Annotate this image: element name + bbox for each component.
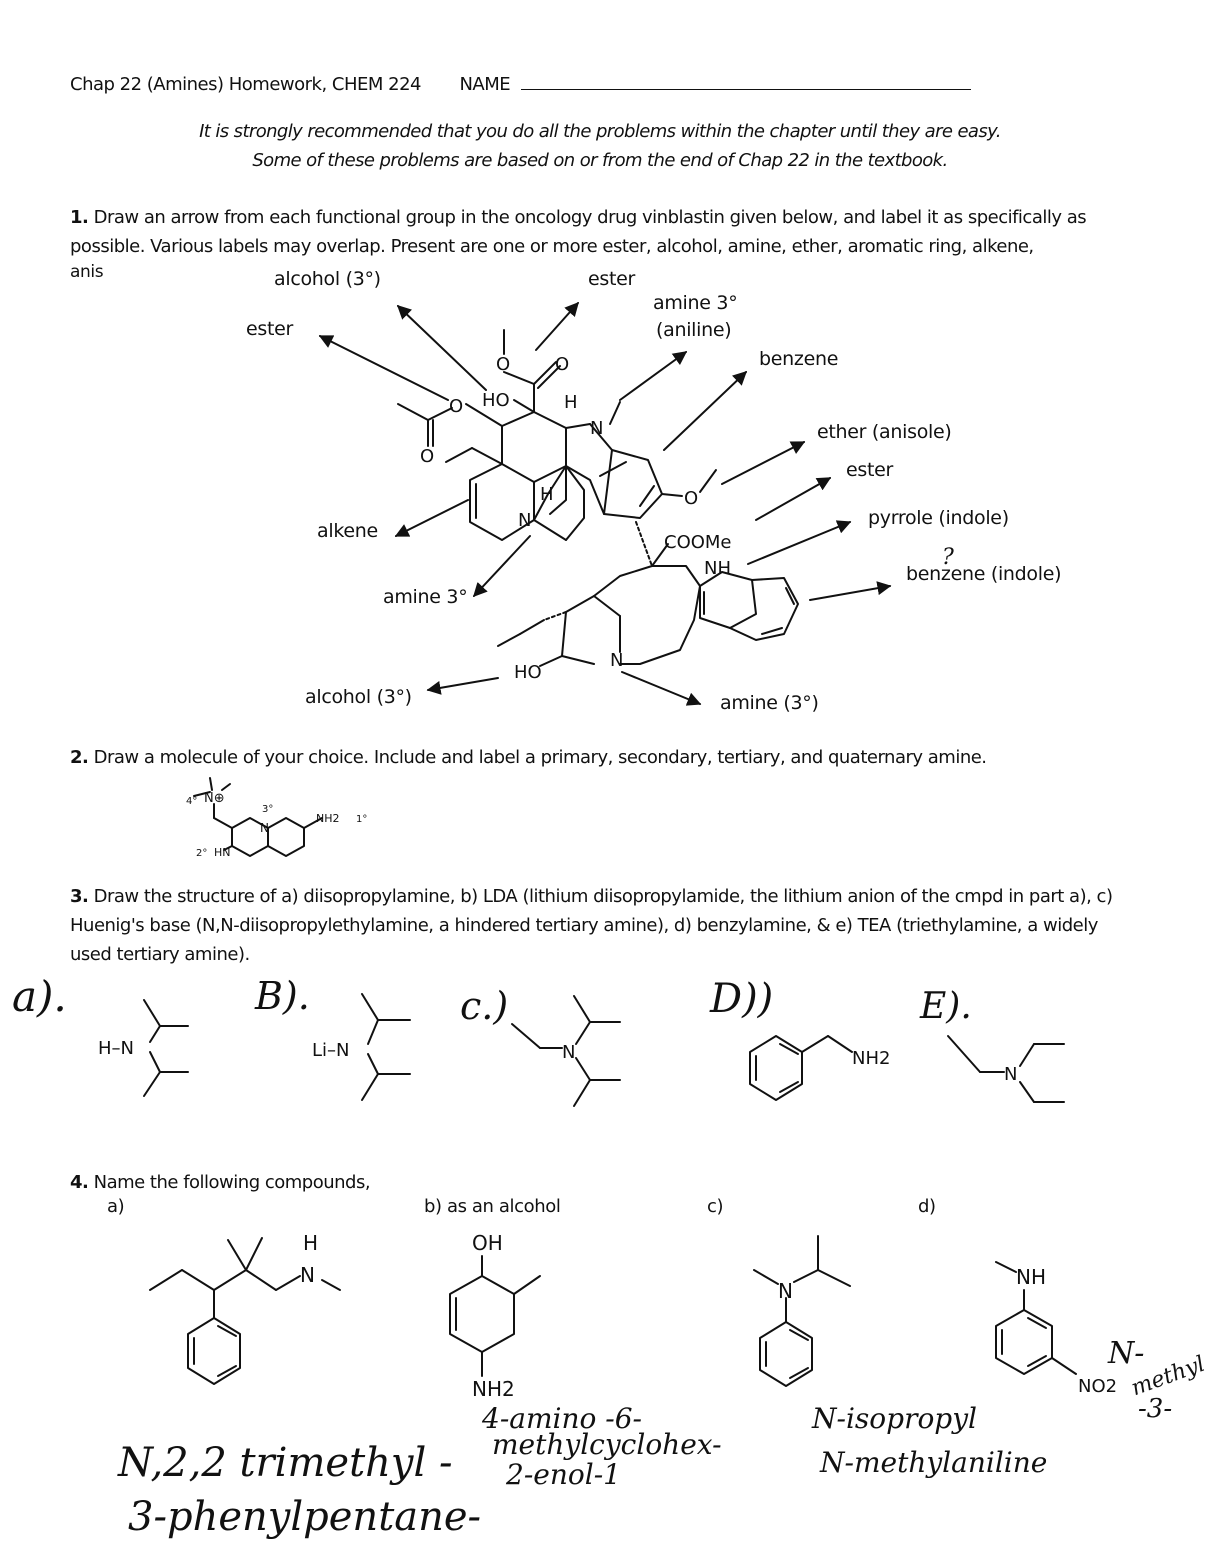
- label-amine-mid: amine 3°: [383, 586, 468, 608]
- atom-n-3: N: [610, 650, 624, 671]
- label-question-mark: ?: [942, 545, 954, 570]
- q2-atom-nh2: NH2: [316, 812, 340, 825]
- answer-d-line2: methyl: [1128, 1351, 1208, 1402]
- atom-ho-2: HO: [514, 662, 542, 683]
- intro-line-2: Some of these problems are based on or from the end of Chap 22 in the textbook.: [252, 150, 948, 171]
- q3-hand-e: E).: [920, 986, 972, 1027]
- atom-o-1: O: [496, 354, 511, 375]
- q3-b-atom: Li–N: [312, 1040, 350, 1061]
- arrow-amine-mid: [474, 536, 530, 596]
- label-alcohol-bottom: alcohol (3°): [305, 686, 412, 708]
- atom-o-2: O: [555, 354, 570, 375]
- atom-o-3: O: [449, 396, 464, 417]
- arrow-amine-bottom: [622, 672, 700, 704]
- label-ester-top: ester: [588, 268, 636, 290]
- q2-label-prim: 1°: [356, 814, 368, 825]
- label-alkene: alkene: [317, 520, 378, 542]
- q4-part-d: d): [918, 1196, 936, 1217]
- atom-coome: COOMe: [664, 532, 732, 553]
- question-3-text: Draw the structure of a) diisopropylamine, b) LDA (lithium diisopropylamide, the lithium anion of the cmpd in part a), c) Huenig's base (N,N-diisopropylethylamine, a hindered tertiary amine), d) benzylamine, & e) TEA (triethylamine, a widely used tertiary amine).: [70, 886, 1113, 965]
- q3-hand-b: B).: [255, 974, 310, 1018]
- q2-atom-hn: HN: [214, 846, 231, 859]
- q2-atom-n: N: [260, 821, 269, 835]
- answer-a-line1: N,2,2 trimethyl -: [118, 1440, 453, 1486]
- atom-nh: NH: [704, 558, 731, 579]
- arrow-alcohol-bottom: [428, 678, 498, 690]
- q3-a-atom: H–N: [98, 1038, 134, 1059]
- q4-d-atom-nh: NH: [1016, 1265, 1046, 1289]
- atom-n-2: N: [518, 510, 532, 531]
- arrow-amine-aniline: [620, 352, 686, 400]
- q4-part-c: c): [707, 1196, 724, 1217]
- arrow-benzene: [664, 372, 746, 450]
- q2-molecule: [194, 778, 322, 856]
- question-4-text: Name the following compounds,: [93, 1172, 371, 1193]
- arrow-alcohol-top: [398, 306, 486, 390]
- label-amine-bottom: amine (3°): [720, 692, 819, 714]
- answer-c-line1: N-isopropyl: [812, 1402, 978, 1435]
- q4-a-atom-h: H: [303, 1231, 319, 1255]
- atom-h-2: H: [540, 484, 554, 505]
- label-alcohol-top: alcohol (3°): [274, 268, 381, 290]
- q4-c-atom-n: N: [778, 1279, 793, 1303]
- label-ester-left: ester: [246, 318, 294, 340]
- q4-part-a: a): [107, 1196, 125, 1217]
- name-label: NAME: [459, 74, 511, 95]
- q2-label-quat: 4°: [186, 796, 198, 807]
- q4-part-b: b) as an alcohol: [424, 1196, 561, 1217]
- label-benzene-indole: benzene (indole): [906, 563, 1062, 585]
- atom-h-1: H: [564, 392, 578, 413]
- answer-d-line3: -3-: [1138, 1394, 1173, 1424]
- q4-a-atom-n: N: [300, 1263, 315, 1287]
- label-pyrrole: pyrrole (indole): [868, 507, 1009, 529]
- answer-b-line1: 4-amino -6-: [482, 1402, 643, 1435]
- label-ether: ether (anisole): [817, 421, 952, 443]
- q3-e-atom: N: [1004, 1064, 1018, 1085]
- q3-b-structure: [362, 994, 410, 1100]
- answer-d-line1: N-: [1108, 1336, 1145, 1371]
- label-ester-right: ester: [846, 459, 894, 481]
- page-title: Chap 22 (Amines) Homework, CHEM 224: [70, 74, 421, 95]
- arrow-pyrrole: [748, 522, 850, 564]
- label-benzene: benzene: [759, 348, 839, 370]
- q3-a-structure: [144, 1000, 188, 1096]
- q4-a-structure: [150, 1238, 340, 1384]
- arrow-benzene-indole: [810, 586, 890, 600]
- intro-line-1: It is strongly recommended that you do all the problems within the chapter until they are easy.: [199, 121, 1001, 142]
- question-1-number: 1.: [70, 207, 89, 228]
- label-amine-aniline-2: (aniline): [656, 319, 732, 341]
- q2-label-sec: 2°: [196, 848, 208, 859]
- question-1-text: Draw an arrow from each functional group in the oncology drug vinblastin given below, and label it as specifically as possible. Various labels may overlap. Present are one or more ester, alcohol, amine, ether, aromatic ring, alkene,: [70, 207, 1087, 257]
- q3-hand-d: D)): [710, 976, 774, 1022]
- question-4-number: 4.: [70, 1172, 89, 1193]
- q3-d-atom: NH2: [852, 1048, 891, 1069]
- atom-ho-1: HO: [482, 390, 510, 411]
- question-2-text: Draw a molecule of your choice. Include and label a primary, secondary, tertiary, and quaternary amine.: [93, 747, 987, 768]
- q3-hand-c: c.): [460, 984, 509, 1028]
- question-3-number: 3.: [70, 886, 89, 907]
- q3-d-structure: [750, 1036, 852, 1100]
- q2-label-tert: 3°: [262, 804, 274, 815]
- answer-b-line3: 2-enol-1: [506, 1458, 621, 1491]
- atom-n-1: N: [590, 418, 604, 439]
- arrow-ester-left: [320, 336, 448, 400]
- q3-hand-a: a).: [12, 972, 67, 1021]
- q2-atom-nplus: N⊕: [204, 791, 225, 806]
- answer-b-line2: methylcyclohex-: [492, 1428, 722, 1461]
- label-amine-aniline-1: amine 3°: [653, 292, 738, 314]
- q4-b-atom-nh2: NH2: [472, 1377, 515, 1401]
- arrow-alkene: [396, 500, 468, 536]
- q4-c-structure: [754, 1236, 850, 1386]
- arrow-ether: [722, 442, 804, 484]
- q4-b-structure: [450, 1256, 540, 1376]
- q4-d-atom-no2: NO2: [1078, 1376, 1118, 1397]
- question-1-cut-text: anis: [70, 262, 104, 282]
- arrow-ester-top: [536, 303, 578, 350]
- atom-o-5: O: [684, 488, 699, 509]
- arrow-ester-right: [756, 478, 830, 520]
- answer-c-line2: N-methylaniline: [820, 1446, 1048, 1479]
- question-2-number: 2.: [70, 747, 89, 768]
- q3-c-atom: N: [562, 1042, 576, 1063]
- answer-a-line2: 3-phenylpentane-: [128, 1494, 482, 1540]
- q4-b-atom-oh: OH: [472, 1231, 503, 1255]
- atom-o-4: O: [420, 446, 435, 467]
